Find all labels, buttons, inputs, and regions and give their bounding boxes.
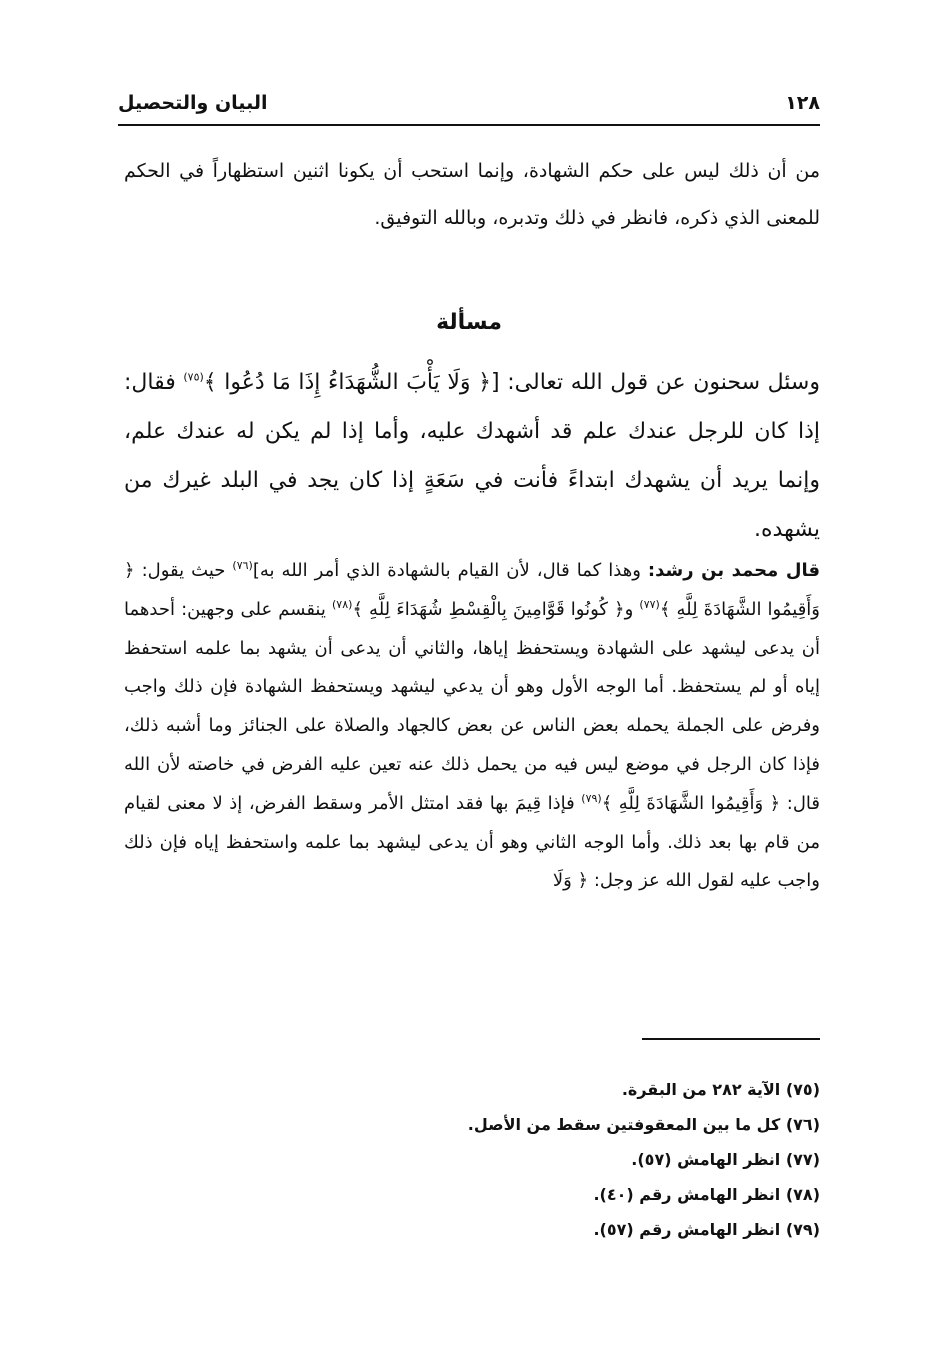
book-title: البيان والتحصيل [118, 92, 268, 114]
footnote-78: (٧٨) انظر الهامش رقم (٤٠). [593, 1185, 820, 1204]
footnote-76: (٧٦) كل ما بين المعقوفتين سقط من الأصل. [467, 1115, 820, 1134]
footnote-divider [642, 1038, 820, 1040]
page-number: ١٢٨ [785, 92, 820, 114]
answer-paragraph [124, 552, 820, 901]
footnote-ref-77: (٧٧) [639, 597, 660, 611]
footnote-75: (٧٥) الآية ٢٨٢ من البقرة. [621, 1080, 820, 1099]
footnotes-list [124, 1072, 820, 1247]
answer-segment-2: حيث يقول: ﴿ وَأَقِيمُوا الشَّهَادَةَ لِلَّهِ ﴾ [124, 560, 820, 620]
footnote-ref-78: (٧٨) [331, 597, 353, 611]
footnote-ref-75: (٧٥) [183, 370, 204, 384]
answer-segment-5: فإذا قِيمَ بها فقد امتثل الأمر وسقط الفرض، إذ لا معنى لقيام من قام بها بعد ذلك. وأما الوجه الثاني وهو أن يدعى ليشهد بما علمه واستحفظ إياه فإن ذلك واجب عليه لقول الله عز وجل: ﴿ وَلَا [124, 792, 820, 892]
section-heading: مسألة [436, 310, 502, 335]
footnote-79: (٧٩) انظر الهامش رقم (٥٧). [593, 1220, 820, 1239]
footnote-ref-76: (٧٦) [232, 559, 253, 572]
question-paragraph [124, 358, 820, 554]
footnote-ref-79: (٧٩) [581, 791, 602, 805]
answer-segment-3: و﴿ كُونُوا قَوَّامِينَ بِالْقِسْطِ شُهَدَاءَ لِلَّهِ ﴾ [352, 598, 640, 620]
answer-segment-1: وهذا كما قال، لأن القيام بالشهادة الذي أمر الله به] [252, 560, 648, 581]
answer-segment-4: ينقسم على وجهين: أحدهما أن يدعى ليشهد على الشهادة ويستحفظ إياها، والثاني أن يدعى أن يشهد بما علمه استحفظ إياه أو لم يستحفظ. أما الوجه الأول وهو أن يدعي ليشهد ويستحفظ الشهادة فإن ذلك واجب وفرض على الجملة يحمله بعض الناس عن بعض كالجهاد والصلاة على الجنائز وما أشبه ذلك، فإذا كان الرجل في موضع ليس فيه من يحمل ذلك عنه تعين عليه الفرض في خاصته لأن الله قال: ﴿ وَأَقِيمُوا الشَّهَادَةَ لِلَّهِ ﴾ [124, 598, 821, 814]
question-text-before: وسئل سحنون عن قول الله تعالى: [﴿ وَلَا يَأْبَ الشُّهَدَاءُ إِذَا مَا دُعُوا ﴾ [203, 370, 820, 395]
running-header [118, 90, 820, 126]
intro-paragraph: من أن ذلك ليس على حكم الشهادة، وإنما استحب أن يكونا اثنين استظهاراً في الحكم للمعنى الذي ذكره، فانظر في ذلك وتدبره، وبالله التوفيق. [124, 160, 820, 229]
question-text-after: فقال: إذا كان للرجل عندك علم قد أشهدك عليه، وأما إذا لم يكن له عندك علم، وإنما يريد أن يشهدك ابتداءً فأنت في سَعَةٍ إذا كان يجد في البلد غيرك من يشهده. [124, 370, 820, 542]
footnote-77: (٧٧) انظر الهامش (٥٧). [631, 1150, 820, 1169]
answer-speaker: قال محمد بن رشد: [647, 560, 820, 581]
